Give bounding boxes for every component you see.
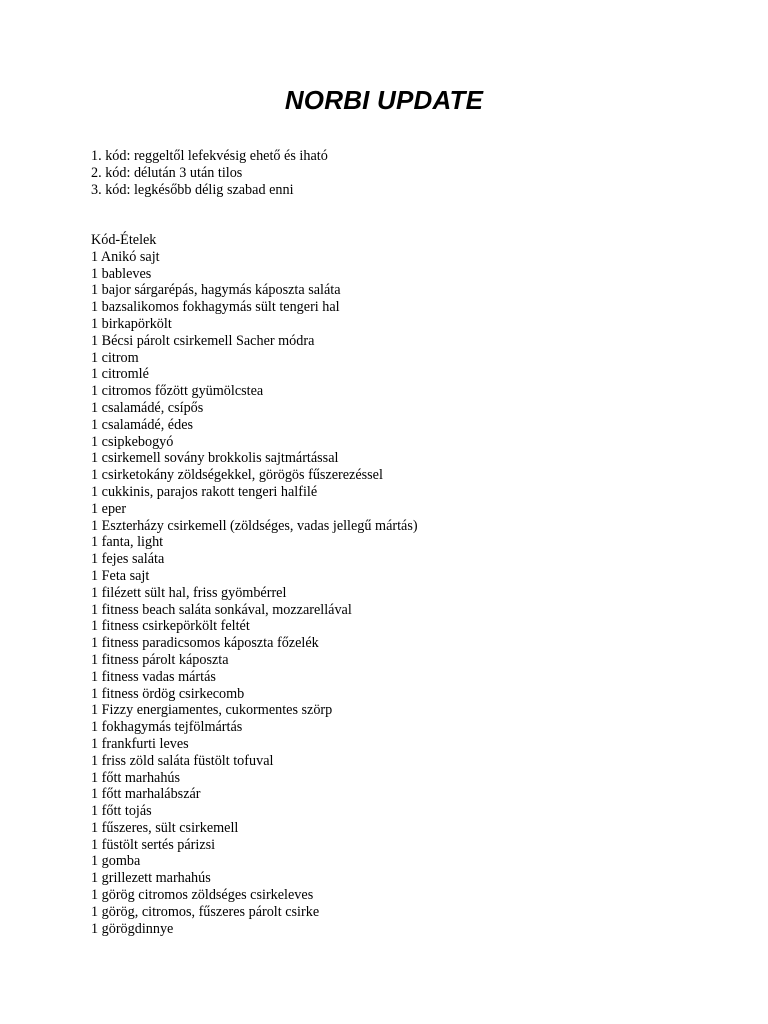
food-list-item: 1 cukkinis, parajos rakott tengeri halfilé: [91, 483, 318, 500]
food-list-item: 1 csirketokány zöldségekkel, görögös fűszerezéssel: [91, 467, 383, 484]
food-list-item: 1 fitness vadas mártás: [91, 668, 216, 685]
code-definition-line: 2. kód: délután 3 után tilos: [91, 164, 243, 181]
food-list-item: 1 csalamádé, csípős: [91, 399, 204, 416]
food-list-item: 1 fokhagymás tejfölmártás: [91, 719, 243, 736]
food-list-header: Kód-Ételek: [91, 232, 157, 248]
food-list-item: 1 bazsalikomos fokhagymás sült tengeri hal: [91, 299, 340, 316]
food-list-item: 1 friss zöld saláta füstölt tofuval: [91, 752, 274, 769]
food-list: [91, 232, 418, 937]
food-list-item: 1 bajor sárgarépás, hagymás káposzta saláta: [91, 282, 341, 299]
food-list-item: 1 filézett sült hal, friss gyömbérrel: [91, 584, 287, 601]
food-list-item: 1 fitness ördög csirkecomb: [91, 685, 245, 702]
food-list-item: 1 fejes saláta: [91, 551, 165, 568]
food-list-item: 1 Feta sajt: [91, 567, 150, 584]
food-list-item: 1 fitness beach saláta sonkával, mozzarellával: [91, 601, 352, 618]
food-list-item: 1 görögdinnye: [91, 920, 174, 937]
food-list-item: 1 eper: [91, 500, 127, 517]
food-list-item: 1 frankfurti leves: [91, 735, 189, 752]
code-definition-line: 1. kód: reggeltől lefekvésig ehető és iható: [91, 148, 328, 164]
food-list-item: 1 gomba: [91, 853, 141, 870]
food-list-item: 1 főtt marhahús: [91, 769, 181, 786]
food-list-item: 1 csirkemell sovány brokkolis sajtmártással: [91, 450, 339, 467]
food-list-item: 1 Anikó sajt: [91, 248, 160, 265]
food-list-item: 1 Fizzy energiamentes, cukormentes szörp: [91, 702, 333, 719]
food-list-item: 1 birkapörkölt: [91, 315, 172, 332]
food-list-item: 1 fitness paradicsomos káposzta főzelék: [91, 635, 319, 652]
food-list-item: 1 bableves: [91, 265, 152, 282]
food-list-item: 1 fitness párolt káposzta: [91, 651, 229, 668]
food-list-item: 1 görög citromos zöldséges csirkeleves: [91, 887, 314, 904]
food-list-item: 1 citromlé: [91, 366, 149, 383]
food-list-item: 1 citromos főzött gyümölcstea: [91, 383, 264, 400]
food-list-item: 1 grillezett marhahús: [91, 870, 211, 887]
food-list-item: 1 főtt marhalábszár: [91, 786, 201, 803]
code-definition-line: 3. kód: legkésőbb délig szabad enni: [91, 181, 294, 198]
food-list-item: 1 Bécsi párolt csirkemell Sacher módra: [91, 332, 315, 349]
code-definitions: [91, 148, 328, 198]
food-list-item: 1 fitness csirkepörkölt feltét: [91, 618, 250, 635]
document-title: NORBI UPDATE: [284, 85, 484, 115]
food-list-item: 1 Eszterházy csirkemell (zöldséges, vadas jellegű mártás): [91, 517, 418, 534]
food-list-item: 1 füstölt sertés párizsi: [91, 836, 216, 853]
food-items: [91, 249, 418, 938]
food-list-item: 1 csipkebogyó: [91, 433, 174, 450]
food-list-item: 1 csalamádé, édes: [91, 416, 194, 433]
food-list-item: 1 citrom: [91, 349, 139, 366]
food-list-item: 1 fanta, light: [91, 534, 164, 551]
food-list-item: 1 főtt tojás: [91, 803, 152, 820]
food-list-item: 1 görög, citromos, fűszeres párolt csirke: [91, 903, 320, 920]
food-list-item: 1 fűszeres, sült csirkemell: [91, 819, 239, 836]
